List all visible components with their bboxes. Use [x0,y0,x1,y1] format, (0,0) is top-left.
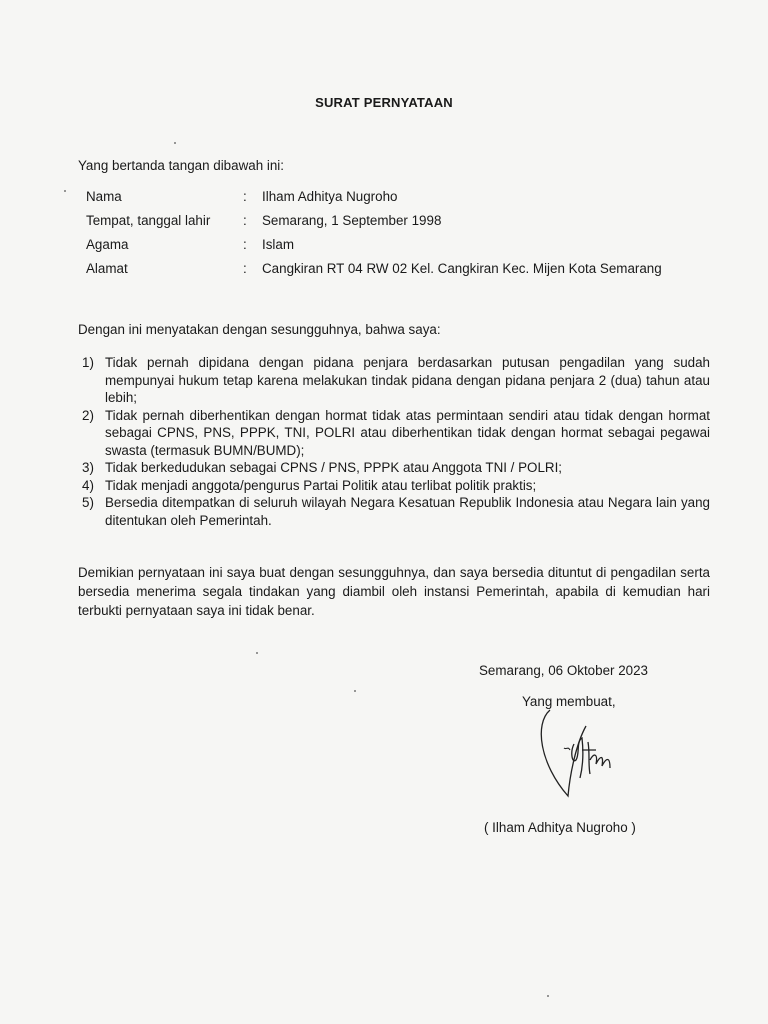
identity-colon: : [243,261,247,276]
paper-speck [354,690,356,692]
list-item [82,354,710,407]
identity-label: Nama [86,189,122,204]
identity-row-birth [86,213,696,237]
identity-value: Islam [262,237,294,252]
identity-value: Ilham Adhitya Nugroho [262,189,398,204]
statement-text: Dengan ini menyatakan dengan sesungguhnya, bahwa saya: [78,322,441,337]
closing-paragraph: Demikian pernyataan ini saya buat dengan sesungguhnya, dan saya bersedia dituntut di pengadilan serta bersedia menerima segala tindakan yang diambil oleh instansi Pemerintah, apabila di kemudian hari terbukti pernyataan saya ini tidak benar. [78,565,710,618]
identity-label: Agama [86,237,129,252]
paper-speck [64,190,66,192]
paper-speck [174,142,176,144]
identity-table [86,189,696,299]
identity-value: Cangkiran RT 04 RW 02 Kel. Cangkiran Kec. Mijen Kota Semarang [262,261,662,276]
identity-colon: : [243,237,247,252]
list-item [82,407,710,460]
document-title: SURAT PERNYATAAN [315,95,453,110]
list-text: Tidak menjadi anggota/pengurus Partai Politik atau terlibat politik praktis; [105,477,537,493]
identity-label: Tempat, tanggal lahir [86,213,211,228]
identity-label: Alamat [86,261,128,276]
place-date: Semarang, 06 Oktober 2023 [479,663,648,678]
list-number: 4) [82,477,94,493]
list-text: Bersedia ditempatkan di seluruh wilayah Negara Kesatuan Republik Indonesia atau Negara lain yang ditentukan oleh Pemerintah. [105,495,710,528]
list-text: Tidak berkedudukan sebagai CPNS / PNS, PPPK atau Anggota TNI / POLRI; [105,460,563,475]
list-number: 3) [82,460,94,475]
list-number: 2) [82,407,94,423]
list-text: Tidak pernah diberhentikan dengan hormat tidak atas permintaan sendiri atau tidak dengan hormat sebagai CPNS, PNS, PPPK, TNI, POLRI atau diberhentikan tidak dengan hormat sebagai pegawai swasta (termasuk BUMN/BUMD); [105,407,710,458]
statement-list [82,354,710,529]
identity-row-religion [86,237,696,261]
list-item [82,459,710,477]
paper-speck [256,652,258,654]
signature-image [530,704,630,804]
maker-label: Yang membuat, [522,694,616,709]
identity-colon: : [243,213,247,228]
identity-row-address [86,261,696,299]
signer-name: ( Ilham Adhitya Nugroho ) [484,820,636,835]
intro-text: Yang bertanda tangan dibawah ini: [78,158,284,173]
list-item [82,494,710,529]
list-text: Tidak pernah dipidana dengan pidana penjara berdasarkan putusan pengadilan yang sudah mempunyai hukum tetap karena melakukan tindak pidana dengan pidana penjara 2 (dua) tahun atau lebih; [105,355,710,405]
paper-speck [547,995,549,997]
list-number: 1) [82,355,94,370]
list-item [82,477,710,495]
identity-row-name [86,189,696,213]
list-number: 5) [82,495,94,510]
identity-value: Semarang, 1 September 1998 [262,213,442,228]
identity-colon: : [243,189,247,204]
